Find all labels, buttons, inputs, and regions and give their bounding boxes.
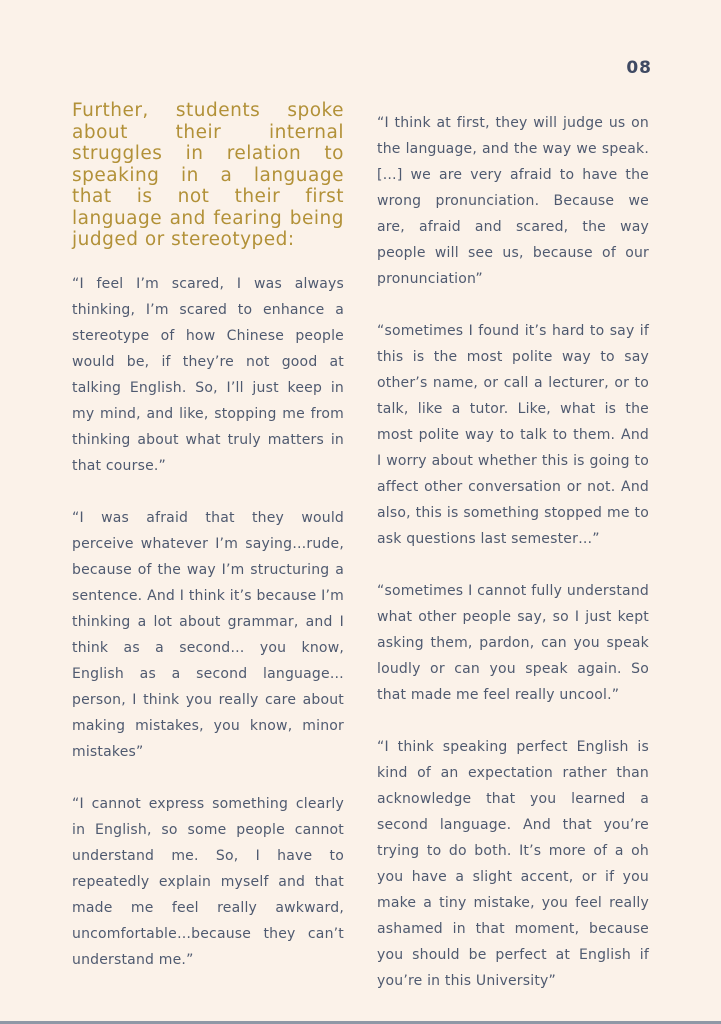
left-column bbox=[72, 100, 344, 994]
quote-paragraph: “I cannot express something clearly in English, so some people cannot understand me. So, I have to repeatedly explain myself and that made me feel really awkward, uncomfortable…because they can’t understand me.” bbox=[72, 795, 344, 968]
right-column bbox=[377, 100, 649, 994]
quote-paragraph: “sometimes I found it’s hard to say if this is the most polite way to say other’s name, or call a lecturer, or to talk, like a tutor. Like, what is the most polite way to talk to them. And I worry about whether this is going to affect other conversation or not. And also, this is something stopped me to ask questions last semester…” bbox=[377, 323, 649, 547]
quote-paragraph: “I think speaking perfect English is kind of an expectation rather than acknowledge that you learned a second language. And that you’re trying to do both. It’s more of a oh you have a slight accent, or if you make a tiny mistake, you feel really ashamed in that moment, because you should be perfect at English if you’re in this University” bbox=[377, 739, 649, 989]
section-heading: Further, students spoke about their internal struggles in relation to speaking in a language that is not their first language and fearing being judged or stereotyped: bbox=[72, 100, 344, 250]
content-columns bbox=[72, 100, 649, 994]
quote-paragraph: “I was afraid that they would perceive whatever I’m saying…rude, because of the way I’m structuring a sentence. And I think it’s because I’m thinking a lot about grammar, and I think as a second… you know, English as a second language… person, I think you really care about making mistakes, you know, minor mistakes” bbox=[72, 509, 344, 760]
quote-paragraph: “I feel I’m scared, I was always thinking, I’m scared to enhance a stereotype of how Chinese people would be, if they’re not good at talking English. So, I’ll just keep in my mind, and like, stopping me from thinking about what truly matters in that course.” bbox=[72, 275, 344, 474]
page-number: 08 bbox=[626, 58, 652, 78]
quote-paragraph: “sometimes I cannot fully understand what other people say, so I just kept asking them, pardon, can you speak loudly or can you speak again. So that made me feel really uncool.” bbox=[377, 583, 649, 703]
quote-paragraph: “I think at first, they will judge us on the language, and the way we speak. […] we are very afraid to have the wrong pronunciation. Because we are, afraid and scared, the way people will see us, because of our pronunciation” bbox=[377, 115, 649, 287]
